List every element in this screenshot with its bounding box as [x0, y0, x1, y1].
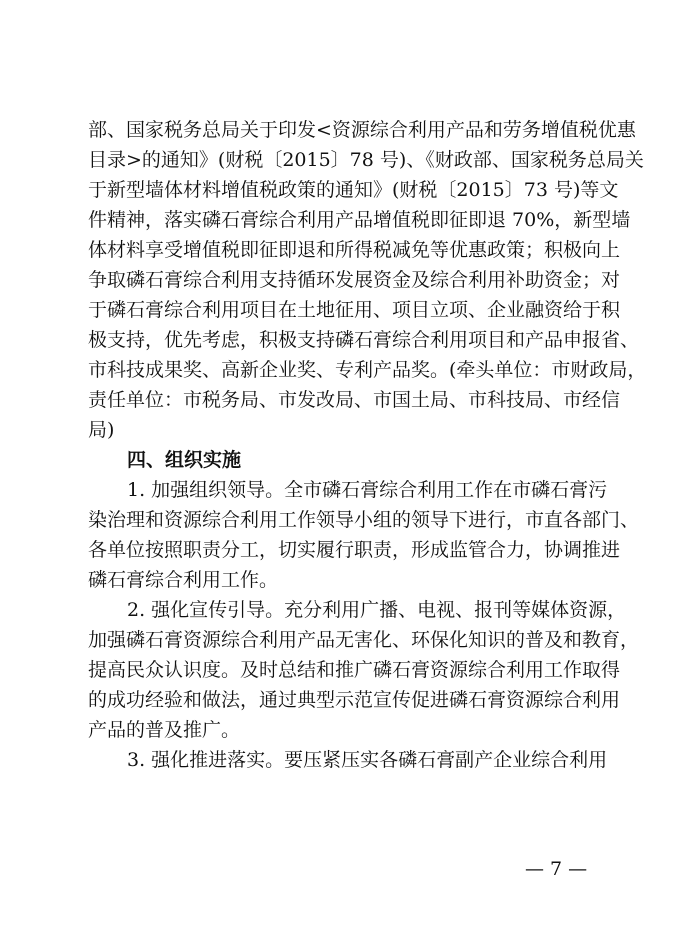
text-line: 争取磷石膏综合利用支持循环发展资金及综合利用补助资金；对 — [88, 269, 621, 291]
text-line: 提高民众认识度。及时总结和推广磷石膏资源综合利用工作取得 — [88, 659, 621, 681]
text-line: 于新型墙体材料增值税政策的通知》(财税〔2015〕73 号)等文 — [88, 179, 619, 201]
text-line: 各单位按照职责分工，切实履行职责，形成监管合力，协调推进 — [88, 539, 621, 561]
text-line: 体材料享受增值税即征即退和所得税减免等优惠政策；积极向上 — [88, 239, 621, 261]
text-line: 目录>的通知》(财税〔2015〕78 号)、《财政部、国家税务总局关 — [88, 149, 644, 171]
text-line: 于磷石膏综合利用项目在土地征用、项目立项、企业融资给于积 — [88, 299, 621, 321]
page-number: — 7 — — [525, 858, 588, 880]
text-line: 的成功经验和做法，通过典型示范宣传促进磷石膏资源综合利用 — [88, 689, 621, 711]
text-line: 局) — [88, 419, 115, 441]
text-line: 2. 强化宣传引导。充分利用广播、电视、报刊等媒体资源， — [127, 599, 627, 621]
text-line: 责任单位：市税务局、市发改局、市国土局、市科技局、市经信 — [88, 389, 621, 411]
text-line: 1. 加强组织领导。全市磷石膏综合利用工作在市磷石膏污 — [127, 479, 608, 501]
text-line: 产品的普及推广。 — [88, 719, 241, 741]
text-line: 件精神，落实磷石膏综合利用产品增值税即征即退 70%，新型墙 — [88, 209, 631, 231]
section-heading: 四、组织实施 — [127, 449, 242, 471]
text-line: 市科技成果奖、高新企业奖、专利产品奖。(牵头单位：市财政局， — [88, 359, 647, 381]
text-line: 3. 强化推进落实。要压紧压实各磷石膏副产企业综合利用 — [127, 749, 608, 771]
text-line: 染治理和资源综合利用工作领导小组的领导下进行，市直各部门、 — [88, 509, 640, 531]
text-line: 磷石膏综合利用工作。 — [88, 569, 279, 591]
text-line: 极支持，优先考虑，积极支持磷石膏综合利用项目和产品申报省、 — [88, 329, 640, 351]
text-line: 加强磷石膏资源综合利用产品无害化、环保化知识的普及和教育， — [88, 629, 640, 651]
text-line: 部、国家税务总局关于印发<资源综合利用产品和劳务增值税优惠 — [88, 119, 636, 141]
